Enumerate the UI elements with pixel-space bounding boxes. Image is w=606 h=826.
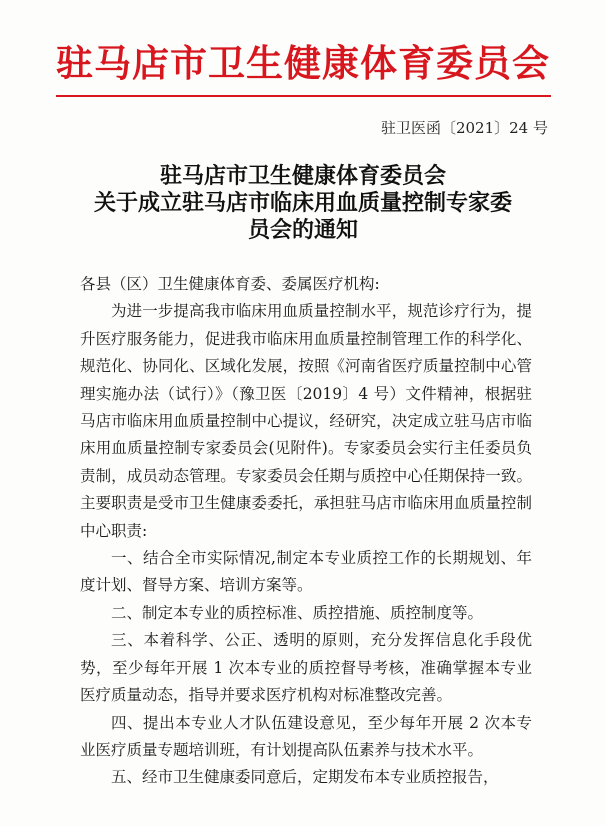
document-number: 驻卫医函〔2021〕24 号: [380, 119, 548, 137]
document-title: [60, 163, 546, 244]
title-line: 关于成立驻马店市临床用血质量控制专家委: [93, 191, 512, 216]
body-paragraph-item-2: 二、制定本专业的质控标准、质控措施、质控制度等。: [111, 603, 484, 622]
red-header-rule: [56, 95, 551, 97]
red-header-org-name: 驻马店市卫生健康体育委员会: [56, 42, 550, 85]
body-paragraph-intro: 为进一步提高我市临床用血质量控制水平，规范诊疗行为，提升医疗服务能力，促进我市临床用血质量控制管理工作的科学化、规范化、协同化、区域化发展，按照《河南省医疗质量控制中心管理实施办法（试行）》（豫卫医〔2019〕4 号）文件精神，根据驻马店市临床用血质量控制中心提议，经研究，决定成立驻马店市临床用血质量控制专家委员会(见附件)。专家委员会实行主任委员负责制，成员动态管理。专家委员会任期与质控中心任期保持一致。主要职责是受市卫生健康委委托，承担驻马店市临床用血质量控制中心职责:: [80, 302, 532, 540]
salutation: 各县（区）卫生健康体育委、委属医疗机构:: [80, 275, 380, 293]
title-line: 员会的通知: [247, 218, 358, 243]
body-paragraph-item-5: 五、经市卫生健康委同意后，定期发布本专业质控报告，: [111, 768, 499, 787]
document-body: [80, 271, 532, 792]
title-line: 驻马店市卫生健康体育委员会: [159, 164, 446, 189]
body-paragraph-item-1: 一、结合全市实际情况,制定本专业质控工作的长期规划、年度计划、督导方案、培训方案等。: [80, 549, 532, 595]
body-paragraph-item-4: 四、提出本专业人才队伍建设意见，至少每年开展 2 次本专业医疗质量专题培训班，有计划提高队伍素养与技术水平。: [80, 713, 532, 759]
body-paragraph-item-3: 三、本着科学、公正、透明的原则，充分发挥信息化手段优势，至少每年开展 1 次本专业的质控督导考核，准确掌握本专业医疗质量动态，指导并要求医疗机构对标准整改完善。: [80, 631, 532, 705]
